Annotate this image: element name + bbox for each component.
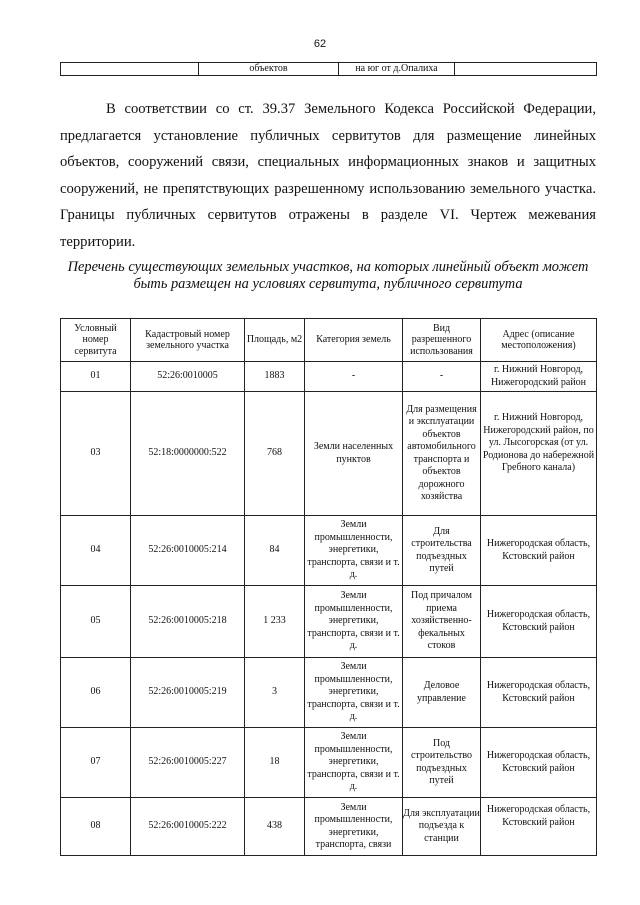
cell-cadastral: 52:18:0000000:522: [131, 392, 245, 516]
cell-cadastral: 52:26:0010005:214: [131, 516, 245, 586]
cell-area: 3: [245, 658, 305, 728]
table-row: [61, 728, 597, 798]
cell-area: 84: [245, 516, 305, 586]
cell-address: г. Нижний Новгород, Нижегородский район: [481, 362, 597, 392]
header-cadastral: Кадастровый номер земельного участка: [131, 319, 245, 362]
table-cell: объектов: [199, 63, 339, 76]
cell-address: Нижегородская область, Кстовский район: [481, 586, 597, 658]
cell-number: 08: [61, 798, 131, 856]
table-row: [61, 63, 597, 76]
cell-category: Земли населенных пунктов: [305, 392, 403, 516]
cell-use: -: [403, 362, 481, 392]
cell-cadastral: 52:26:0010005: [131, 362, 245, 392]
cell-cadastral: 52:26:0010005:222: [131, 798, 245, 856]
cell-number: 04: [61, 516, 131, 586]
cell-use: Для размещения и эксплуатации объектов автомобильного транспорта и объектов дорожного хозяйства: [403, 392, 481, 516]
header-use: Вид разрешенного использования: [403, 319, 481, 362]
cell-number: 05: [61, 586, 131, 658]
cell-address: Нижегородская область, Кстовский район: [481, 798, 597, 856]
table-row: [61, 392, 597, 516]
cell-category: Земли промышленности, энергетики, транспорта, связи и т. д.: [305, 586, 403, 658]
header-address: Адрес (описание местоположения): [481, 319, 597, 362]
cell-number: 06: [61, 658, 131, 728]
header-number: Условный номер сервитута: [61, 319, 131, 362]
cell-category: Земли промышленности, энергетики, транспорта, связи и т. д.: [305, 728, 403, 798]
cell-cadastral: 52:26:0010005:227: [131, 728, 245, 798]
cell-use: Для строительства подъездных путей: [403, 516, 481, 586]
cell-category: Земли промышленности, энергетики, транспорта, связи и т. д.: [305, 658, 403, 728]
cell-use: Деловое управление: [403, 658, 481, 728]
cell-number: 07: [61, 728, 131, 798]
cell-address: г. Нижний Новгород, Нижегородский район, по ул. Лысогорская (от ул. Родионова до набережной Гребного канала): [481, 392, 597, 516]
cell-use: Для эксплуатации подъезда к станции: [403, 798, 481, 856]
cell-area: 1 233: [245, 586, 305, 658]
header-category: Категория земель: [305, 319, 403, 362]
servitude-table: [60, 318, 597, 856]
header-area: Площадь, м2: [245, 319, 305, 362]
table-row: [61, 586, 597, 658]
cell-category: Земли промышленности, энергетики, транспорта, связи: [305, 798, 403, 856]
cell-address: Нижегородская область, Кстовский район: [481, 516, 597, 586]
cell-cadastral: 52:26:0010005:218: [131, 586, 245, 658]
table-cell: [455, 63, 597, 76]
table-row: [61, 658, 597, 728]
body-paragraph: В соответствии со ст. 39.37 Земельного Кодекса Российской Федерации, предлагается установление публичных сервитутов для размещение линейных объектов, сооружений связи, специальных информационных знаков и защитных сооружений, не препятствующих разрешенному использованию земельного участка. Границы публичных сервитутов отражены в разделе VI. Чертеж межевания территории.: [60, 101, 596, 250]
cell-area: 1883: [245, 362, 305, 392]
cell-area: 438: [245, 798, 305, 856]
cell-address: Нижегородская область, Кстовский район: [481, 658, 597, 728]
cell-number: 01: [61, 362, 131, 392]
table-cell: [61, 63, 199, 76]
table-header-row: [61, 319, 597, 362]
cell-address: Нижегородская область, Кстовский район: [481, 728, 597, 798]
cell-area: 768: [245, 392, 305, 516]
table-row: [61, 516, 597, 586]
cell-area: 18: [245, 728, 305, 798]
cell-number: 03: [61, 392, 131, 516]
cell-category: -: [305, 362, 403, 392]
continuation-table: [60, 62, 597, 76]
table-row: [61, 362, 597, 392]
cell-use: Под причалом приема хозяйственно-фекальных стоков: [403, 586, 481, 658]
cell-cadastral: 52:26:0010005:219: [131, 658, 245, 728]
cell-category: Земли промышленности, энергетики, транспорта, связи и т. д.: [305, 516, 403, 586]
table-caption: Перечень существующих земельных участков, на которых линейный объект может быть размещен на условиях сервитута, публичного сервитута: [67, 259, 589, 292]
table-row: [61, 798, 597, 856]
cell-use: Под строительство подъездных путей: [403, 728, 481, 798]
page-number: 62: [313, 38, 327, 50]
table-cell: на юг от д.Опалиха: [339, 63, 455, 76]
